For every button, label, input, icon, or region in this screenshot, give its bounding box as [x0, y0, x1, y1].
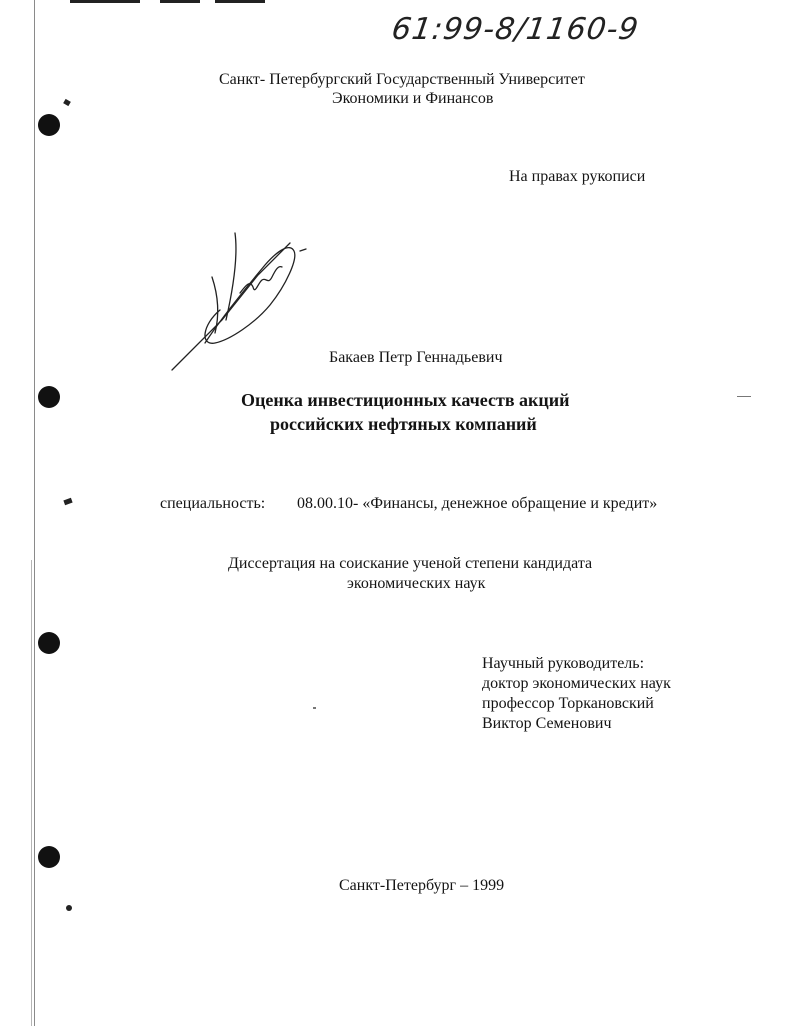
specialty-label: специальность:: [160, 495, 266, 512]
scan-speck: [313, 707, 316, 709]
punch-hole: [38, 846, 60, 868]
university-name-line2: Экономики и Финансов: [332, 90, 494, 107]
binder-edge-line: [34, 0, 35, 1026]
supervisor-given-names: Виктор Семенович: [482, 715, 612, 732]
scan-top-mark: [70, 0, 140, 3]
punch-hole: [38, 386, 60, 408]
supervisor-heading: Научный руководитель:: [482, 655, 645, 672]
degree-statement-line2: экономических наук: [347, 575, 486, 592]
scan-top-mark: [160, 0, 200, 3]
specialty-value: 08.00.10- «Финансы, денежное обращение и кредит»: [297, 495, 658, 512]
scan-speck: [63, 99, 71, 106]
degree-statement-line1: Диссертация на соискание ученой степени кандидата: [228, 555, 593, 572]
author-signature: [160, 225, 320, 375]
scan-speck: [737, 396, 751, 397]
punch-hole: [38, 114, 60, 136]
binder-edge-line-secondary: [31, 560, 32, 1026]
place-and-year: Санкт-Петербург – 1999: [339, 877, 505, 894]
dissertation-title-line1: Оценка инвестиционных качеств акций: [241, 390, 570, 410]
manuscript-rights-note: На правах рукописи: [509, 168, 646, 185]
scan-top-mark: [215, 0, 265, 3]
author-name: Бакаев Петр Геннадьевич: [329, 349, 503, 366]
supervisor-degree: доктор экономических наук: [482, 675, 671, 692]
handwritten-archive-code: 61:99-8/1160-9: [389, 12, 642, 47]
university-name-line1: Санкт- Петербургский Государственный Университет: [219, 71, 585, 88]
dissertation-title-line2: российских нефтяных компаний: [270, 414, 537, 434]
scan-speck: [66, 905, 72, 911]
scan-speck: [63, 498, 72, 505]
supervisor-title-surname: профессор Торкановский: [482, 695, 654, 712]
punch-hole: [38, 632, 60, 654]
